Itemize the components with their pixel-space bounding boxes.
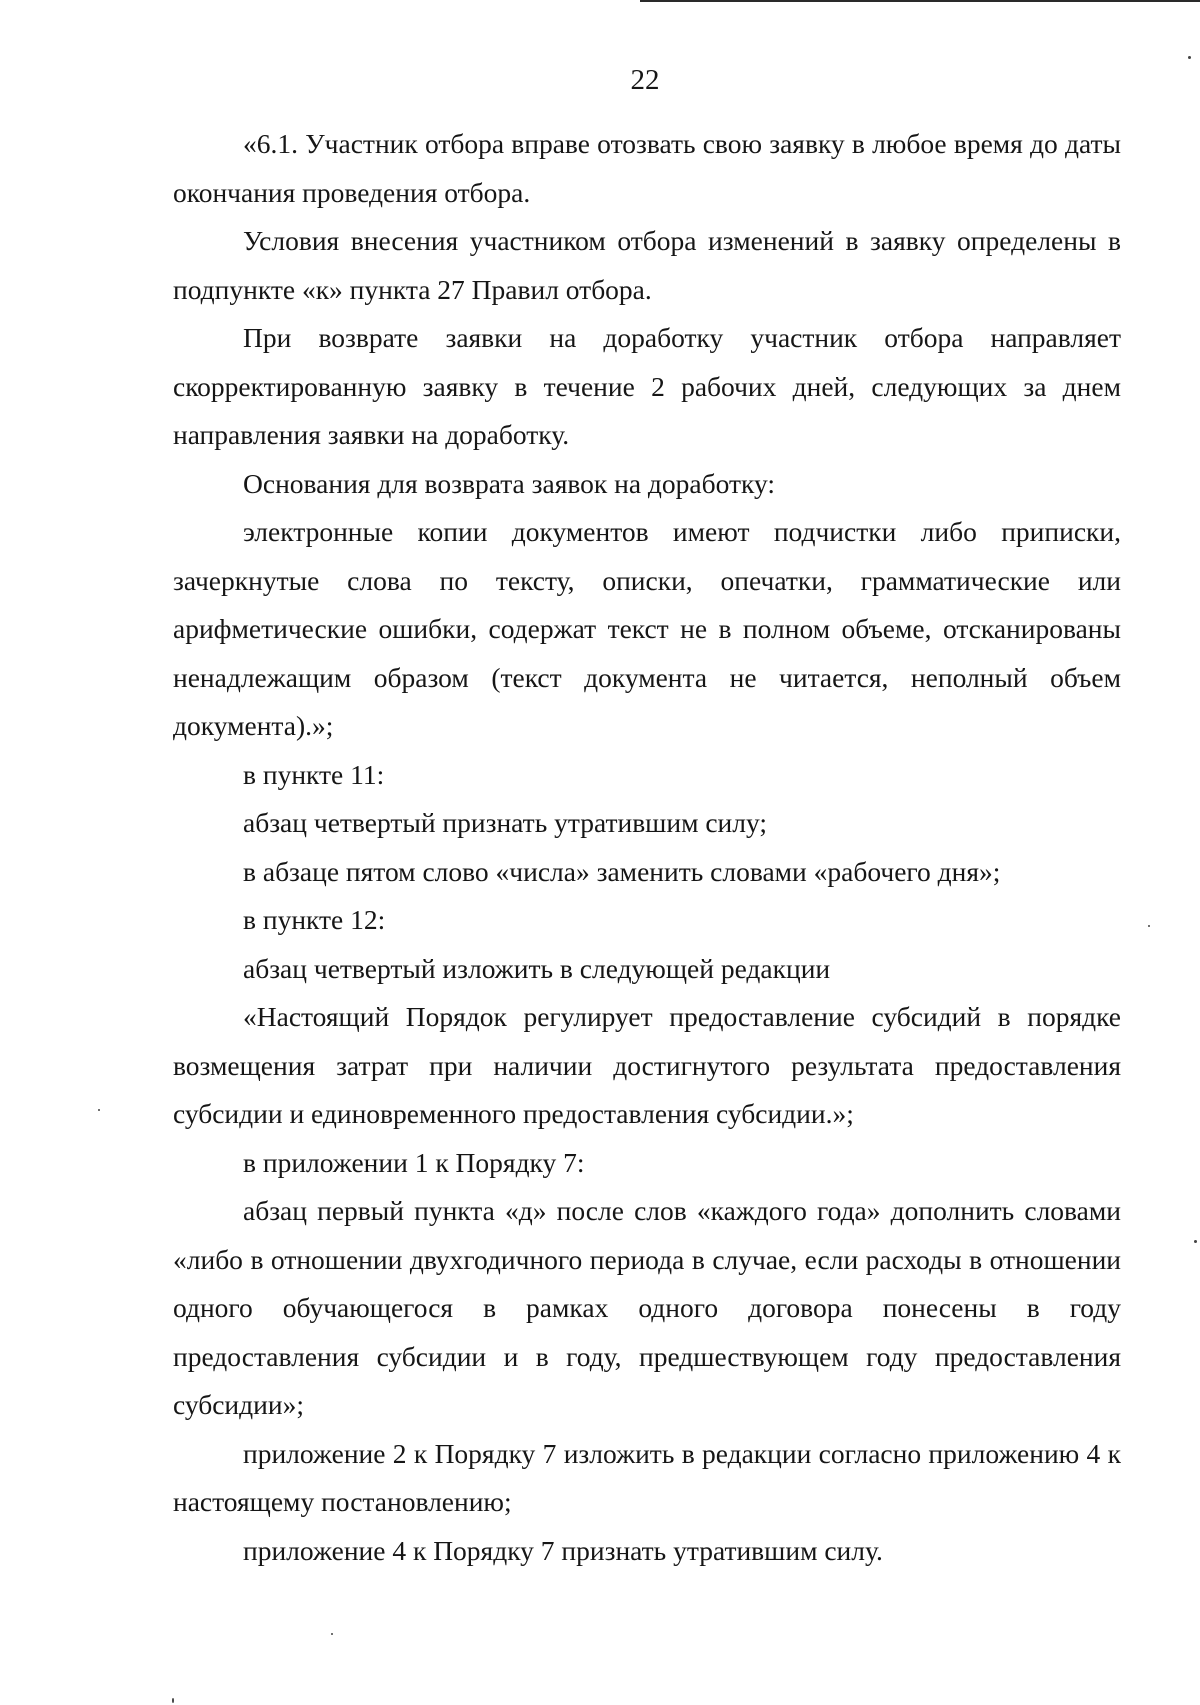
scan-speck xyxy=(1194,1240,1197,1243)
scan-speck xyxy=(98,1109,100,1111)
paragraph-point-11-fourth: абзац четвертый признать утратившим силу; xyxy=(243,807,768,838)
scan-speck xyxy=(172,1698,174,1703)
paragraph-appendix-4: приложение 4 к Порядку 7 признать утратившим силу. xyxy=(243,1534,883,1566)
scan-top-edge-line xyxy=(640,0,1200,2)
paragraph-point-11-fifth: в абзаце пятом слово «числа» заменить словами «рабочего дня»; xyxy=(243,855,1001,887)
paragraph-new-wording: «Настоящий Порядок регулирует предоставление субсидий в порядке возмещения затрат при наличии достигнутого результата предоставления субсидии и единовременного предоставления субсидии.»; xyxy=(173,1001,1121,1129)
scan-speck xyxy=(331,1633,333,1635)
paragraph-point-11: в пункте 11: xyxy=(243,758,385,790)
paragraph-point-12-fourth: абзац четвертый изложить в следующей редакции xyxy=(243,952,831,984)
paragraph-point-12: в пункте 12: xyxy=(243,904,386,935)
scan-speck xyxy=(1188,56,1191,59)
page-number: 22 xyxy=(630,64,660,96)
paragraph-appendix-1: в приложении 1 к Порядку 7: xyxy=(243,1146,585,1178)
paragraph-return-grounds: электронные копии документов имеют подчистки либо приписки, зачеркнутые слова по тексту, описки, опечатки, грамматические или арифметические ошибки, содержат текст не в полном объеме, отсканированы ненадлежащим образом (текст документа не читается, неполный объем документа).»; xyxy=(173,516,1121,741)
scan-speck xyxy=(1148,925,1150,927)
paragraph-change-conditions: Условия внесения участником отбора изменений в заявку определены в подпункте «к» пункта 27 Правил отбора. xyxy=(173,225,1121,305)
paragraph-appendix-1-item-d: абзац первый пункта «д» после слов «каждого года» дополнить словами «либо в отношении двухгодичного периода в случае, если расходы в отношении одного обучающегося в рамках одного договора понесены в году предоставления субсидии и в году, предшествующем году предоставления субсидии»; xyxy=(173,1195,1121,1420)
paragraph-appendix-2: приложение 2 к Порядку 7 изложить в редакции согласно приложению 4 к настоящему постановлению; xyxy=(173,1437,1121,1517)
paragraph-return-grounds-heading: Основания для возврата заявок на доработку: xyxy=(243,467,776,499)
paragraph-return-for-revision: При возврате заявки на доработку участник отбора направляет скорректированную заявку в течение 2 рабочих дней, следующих за днем направления заявки на доработку. xyxy=(173,322,1121,450)
document-body xyxy=(173,120,1121,1575)
paragraph-6-1-withdraw: «6.1. Участник отбора вправе отозвать свою заявку в любое время до даты окончания проведения отбора. xyxy=(173,128,1121,208)
